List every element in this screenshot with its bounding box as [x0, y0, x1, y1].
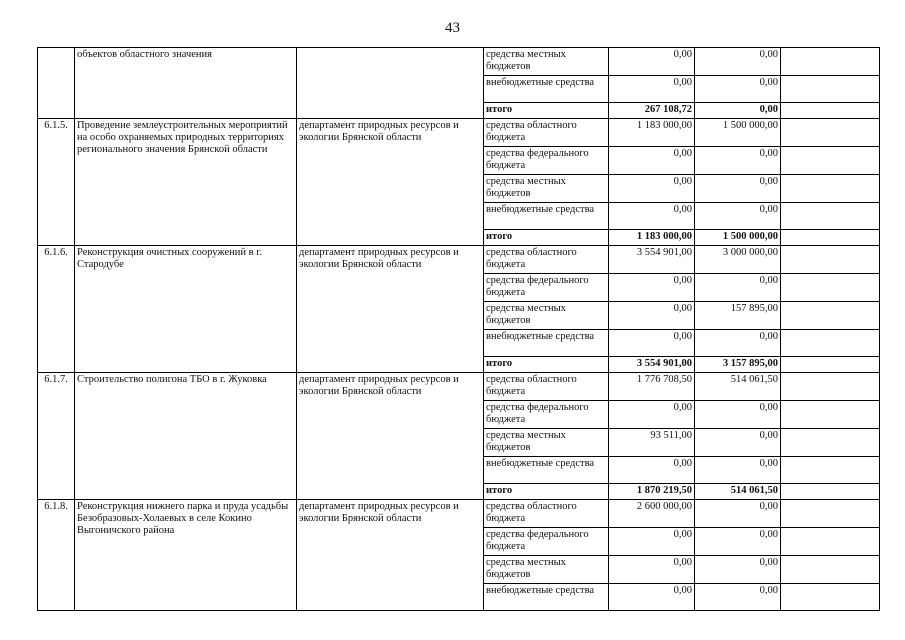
funding-source: средства федерального бюджета — [484, 401, 609, 429]
empty-cell — [781, 119, 880, 147]
amount-year-2: 0,00 — [695, 274, 781, 302]
empty-cell — [781, 429, 880, 457]
empty-cell — [781, 246, 880, 274]
amount-year-2: 0,00 — [695, 429, 781, 457]
amount-year-2: 3 157 895,00 — [695, 357, 781, 373]
amount-year-1: 93 511,00 — [609, 429, 695, 457]
funding-source: средства областного бюджета — [484, 500, 609, 528]
item-name: Реконструкция нижнего парка и пруда усадьбы Безобразовых-Холаевых в селе Кокино Выгоничского района — [75, 500, 297, 611]
amount-year-2: 0,00 — [695, 175, 781, 203]
item-number — [38, 48, 75, 119]
amount-year-1: 0,00 — [609, 457, 695, 484]
empty-cell — [781, 528, 880, 556]
funding-source: средства федерального бюджета — [484, 528, 609, 556]
funding-source: средства местных бюджетов — [484, 556, 609, 584]
empty-cell — [781, 48, 880, 76]
empty-cell — [781, 584, 880, 611]
item-executor: департамент природных ресурсов и экологии Брянской области — [297, 246, 484, 373]
total-label: итого — [484, 484, 609, 500]
total-label: итого — [484, 103, 609, 119]
budget-table — [37, 47, 880, 611]
amount-year-1: 0,00 — [609, 203, 695, 230]
amount-year-1: 1 776 708,50 — [609, 373, 695, 401]
amount-year-1: 0,00 — [609, 401, 695, 429]
amount-year-1: 0,00 — [609, 302, 695, 330]
amount-year-1: 0,00 — [609, 528, 695, 556]
funding-row — [38, 119, 880, 147]
amount-year-1: 1 183 000,00 — [609, 119, 695, 147]
empty-cell — [781, 500, 880, 528]
empty-cell — [781, 203, 880, 230]
amount-year-2: 0,00 — [695, 401, 781, 429]
amount-year-1: 1 870 219,50 — [609, 484, 695, 500]
total-label: итого — [484, 230, 609, 246]
funding-source: средства областного бюджета — [484, 373, 609, 401]
empty-cell — [781, 76, 880, 103]
funding-source: средства местных бюджетов — [484, 429, 609, 457]
empty-cell — [781, 556, 880, 584]
amount-year-1: 0,00 — [609, 274, 695, 302]
amount-year-1: 3 554 901,00 — [609, 246, 695, 274]
funding-source: средства федерального бюджета — [484, 147, 609, 175]
total-label: итого — [484, 357, 609, 373]
budget-table-body — [38, 48, 880, 611]
amount-year-1: 3 554 901,00 — [609, 357, 695, 373]
amount-year-1: 2 600 000,00 — [609, 500, 695, 528]
amount-year-2: 0,00 — [695, 103, 781, 119]
amount-year-2: 0,00 — [695, 556, 781, 584]
amount-year-1: 267 108,72 — [609, 103, 695, 119]
amount-year-1: 0,00 — [609, 330, 695, 357]
amount-year-1: 0,00 — [609, 48, 695, 76]
funding-source: средства областного бюджета — [484, 246, 609, 274]
empty-cell — [781, 401, 880, 429]
empty-cell — [781, 373, 880, 401]
amount-year-2: 0,00 — [695, 528, 781, 556]
item-name: объектов областного значения — [75, 48, 297, 119]
item-number: 6.1.8. — [38, 500, 75, 611]
funding-source: средства местных бюджетов — [484, 48, 609, 76]
amount-year-2: 0,00 — [695, 147, 781, 175]
empty-cell — [781, 330, 880, 357]
amount-year-1: 0,00 — [609, 556, 695, 584]
funding-source: средства областного бюджета — [484, 119, 609, 147]
funding-source: средства местных бюджетов — [484, 175, 609, 203]
item-name: Проведение землеустроительных мероприятий на особо охраняемых природных территориях регионального значения Брянской области — [75, 119, 297, 246]
empty-cell — [781, 230, 880, 246]
funding-source: внебюджетные средства — [484, 76, 609, 103]
funding-source: внебюджетные средства — [484, 330, 609, 357]
empty-cell — [781, 175, 880, 203]
amount-year-2: 0,00 — [695, 457, 781, 484]
amount-year-2: 0,00 — [695, 203, 781, 230]
empty-cell — [781, 357, 880, 373]
empty-cell — [781, 103, 880, 119]
amount-year-2: 1 500 000,00 — [695, 230, 781, 246]
item-number: 6.1.6. — [38, 246, 75, 373]
item-name: Реконструкция очистных сооружений в г. Стародубе — [75, 246, 297, 373]
amount-year-2: 514 061,50 — [695, 484, 781, 500]
amount-year-2: 0,00 — [695, 584, 781, 611]
funding-source: средства местных бюджетов — [484, 302, 609, 330]
amount-year-2: 0,00 — [695, 76, 781, 103]
amount-year-2: 0,00 — [695, 48, 781, 76]
item-name: Строительство полигона ТБО в г. Жуковка — [75, 373, 297, 500]
amount-year-1: 0,00 — [609, 76, 695, 103]
empty-cell — [781, 302, 880, 330]
empty-cell — [781, 274, 880, 302]
amount-year-1: 1 183 000,00 — [609, 230, 695, 246]
amount-year-1: 0,00 — [609, 175, 695, 203]
item-number: 6.1.5. — [38, 119, 75, 246]
page-number: 43 — [445, 20, 460, 36]
amount-year-2: 157 895,00 — [695, 302, 781, 330]
empty-cell — [781, 147, 880, 175]
funding-source: средства федерального бюджета — [484, 274, 609, 302]
amount-year-2: 0,00 — [695, 500, 781, 528]
item-number: 6.1.7. — [38, 373, 75, 500]
amount-year-2: 514 061,50 — [695, 373, 781, 401]
funding-row — [38, 373, 880, 401]
funding-row — [38, 48, 880, 76]
amount-year-2: 0,00 — [695, 330, 781, 357]
funding-source: внебюджетные средства — [484, 203, 609, 230]
funding-source: внебюджетные средства — [484, 457, 609, 484]
amount-year-2: 1 500 000,00 — [695, 119, 781, 147]
amount-year-2: 3 000 000,00 — [695, 246, 781, 274]
item-executor: департамент природных ресурсов и экологии Брянской области — [297, 119, 484, 246]
funding-row — [38, 246, 880, 274]
amount-year-1: 0,00 — [609, 584, 695, 611]
item-executor: департамент природных ресурсов и экологии Брянской области — [297, 500, 484, 611]
item-executor — [297, 48, 484, 119]
item-executor: департамент природных ресурсов и экологии Брянской области — [297, 373, 484, 500]
empty-cell — [781, 484, 880, 500]
funding-source: внебюджетные средства — [484, 584, 609, 611]
empty-cell — [781, 457, 880, 484]
amount-year-1: 0,00 — [609, 147, 695, 175]
funding-row — [38, 500, 880, 528]
